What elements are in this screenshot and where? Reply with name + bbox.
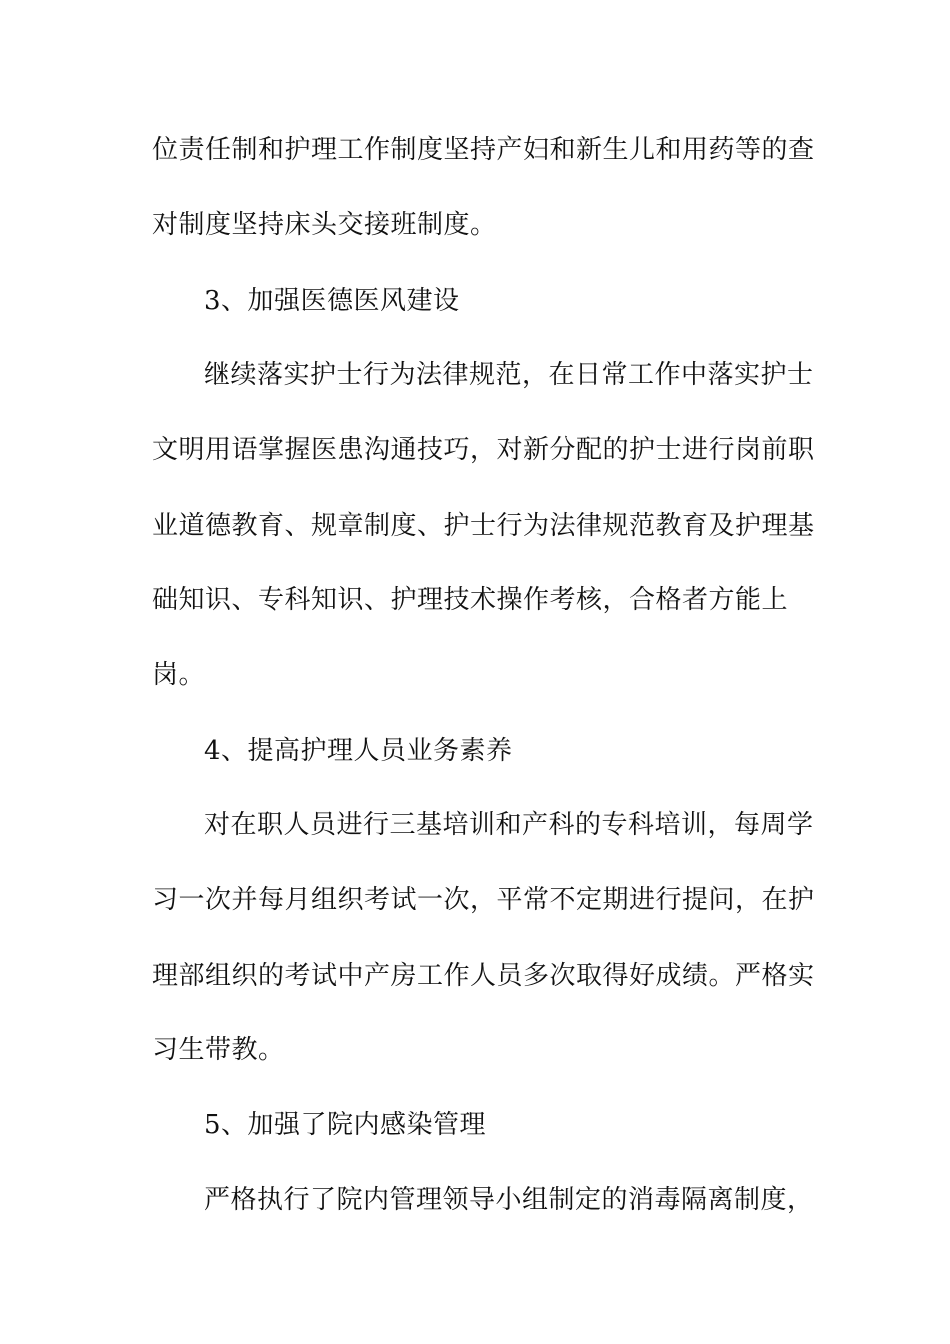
text-line: 位责任制和护理工作制度坚持产妇和新生儿和用药等的查: [152, 135, 815, 165]
text-line: 习一次并每月组织考试一次，平常不定期进行提问，在护: [152, 885, 815, 915]
text-line: 习生带教。: [152, 1035, 285, 1065]
section-heading: 3、加强医德医风建设: [204, 286, 460, 316]
text-line: 严格执行了院内管理领导小组制定的消毒隔离制度，: [204, 1185, 814, 1215]
text-line: 继续落实护士行为法律规范，在日常工作中落实护士: [204, 360, 814, 390]
text-line: 理部组织的考试中产房工作人员多次取得好成绩。严格实: [152, 961, 815, 991]
section-heading: 5、加强了院内感染管理: [204, 1110, 487, 1140]
text-line: 对在职人员进行三基培训和产科的专科培训，每周学: [204, 810, 814, 840]
text-line: 对制度坚持床头交接班制度。: [152, 210, 497, 240]
text-line: 础知识、专科知识、护理技术操作考核，合格者方能上: [152, 585, 789, 615]
text-line: 岗。: [152, 660, 206, 690]
section-heading: 4、提高护理人员业务素养: [204, 736, 513, 766]
text-line: 文明用语掌握医患沟通技巧，对新分配的护士进行岗前职: [152, 435, 815, 465]
text-line: 业道德教育、规章制度、护士行为法律规范教育及护理基: [152, 511, 815, 541]
